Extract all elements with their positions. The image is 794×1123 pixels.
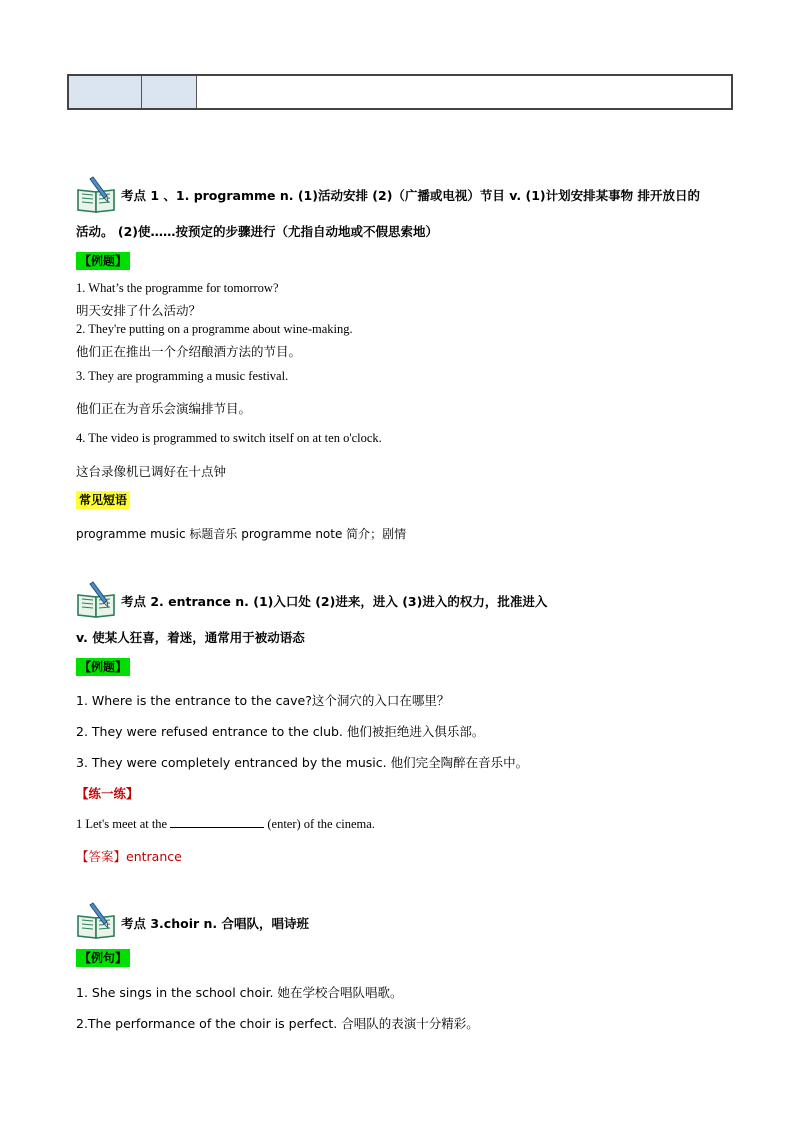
- book-pencil-icon: [76, 902, 118, 940]
- section-1-tag: 【例题】: [76, 252, 130, 270]
- header-cell-2: [142, 76, 197, 108]
- practice-before: 1 Let's meet at the: [76, 817, 171, 831]
- section-3-title: 考点 3.choir n. 合唱队，唱诗班: [121, 916, 309, 931]
- book-pencil-icon: [76, 176, 118, 214]
- section-1-item-4-cn: 这台录像机已调好在十点钟: [76, 464, 227, 479]
- section-2-item-1: 1. Where is the entrance to the cave?这个洞穴的入口在哪里？: [76, 693, 450, 708]
- section-1-item-2-en: 2. They're putting on a programme about wine-making.: [76, 322, 353, 336]
- section-1-item-1-en: 1. What’s the programme for tomorrow?: [76, 281, 279, 295]
- header-cell-1: [69, 76, 142, 108]
- practice-after: (enter) of the cinema.: [264, 817, 375, 831]
- section-1-item-1-cn: 明天安排了什么活动？: [76, 303, 202, 318]
- header-table: [67, 74, 733, 110]
- section-2-title-line2: v. 使某人狂喜，着迷，通常用于被动语态: [76, 630, 305, 645]
- section-1-item-3-en: 3. They are programming a music festival.: [76, 369, 289, 383]
- section-2-tag: 【例题】: [76, 658, 130, 676]
- section-1-item-3-cn: 他们正在为音乐会演编排节目。: [76, 401, 252, 416]
- section-3-item-2: 2.The performance of the choir is perfect. 合唱队的表演十分精彩。: [76, 1016, 479, 1031]
- practice-line: [76, 816, 375, 832]
- section-1-title-line1: 考点 1 、1. programme n. (1)活动安排 (2)（广播或电视）节目 v. (1)计划安排某事物 排开放日的: [121, 188, 700, 203]
- section-1-title-line2: 活动。 (2)使……按预定的步骤进行（尤指自动地或不假思索地）: [76, 224, 438, 239]
- section-2-title-line1: 考点 2. entrance n. (1)入口处 (2)进来，进入 (3)进入的权力，批准进入: [121, 594, 548, 609]
- book-pencil-icon: [76, 581, 118, 619]
- answer-blank[interactable]: [170, 816, 264, 828]
- header-cell-3: [197, 76, 731, 108]
- phrase-tag: 常见短语: [76, 491, 130, 509]
- answer-line: 【答案】entrance: [76, 849, 182, 864]
- section-1-item-2-cn: 他们正在推出一个介绍酿酒方法的节目。: [76, 344, 302, 359]
- phrase-line: programme music 标题音乐 programme note 简介；剧情: [76, 527, 407, 541]
- section-2-item-2: 2. They were refused entrance to the club. 他们被拒绝进入俱乐部。: [76, 724, 485, 739]
- section-2-item-3: 3. They were completely entranced by the music. 他们完全陶醉在音乐中。: [76, 755, 529, 770]
- practice-label: 【练一练】: [76, 786, 139, 801]
- section-1-item-4-en: 4. The video is programmed to switch itself on at ten o'clock.: [76, 431, 382, 445]
- section-3-tag: 【例句】: [76, 949, 130, 967]
- section-3-item-1: 1. She sings in the school choir. 她在学校合唱队唱歌。: [76, 985, 403, 1000]
